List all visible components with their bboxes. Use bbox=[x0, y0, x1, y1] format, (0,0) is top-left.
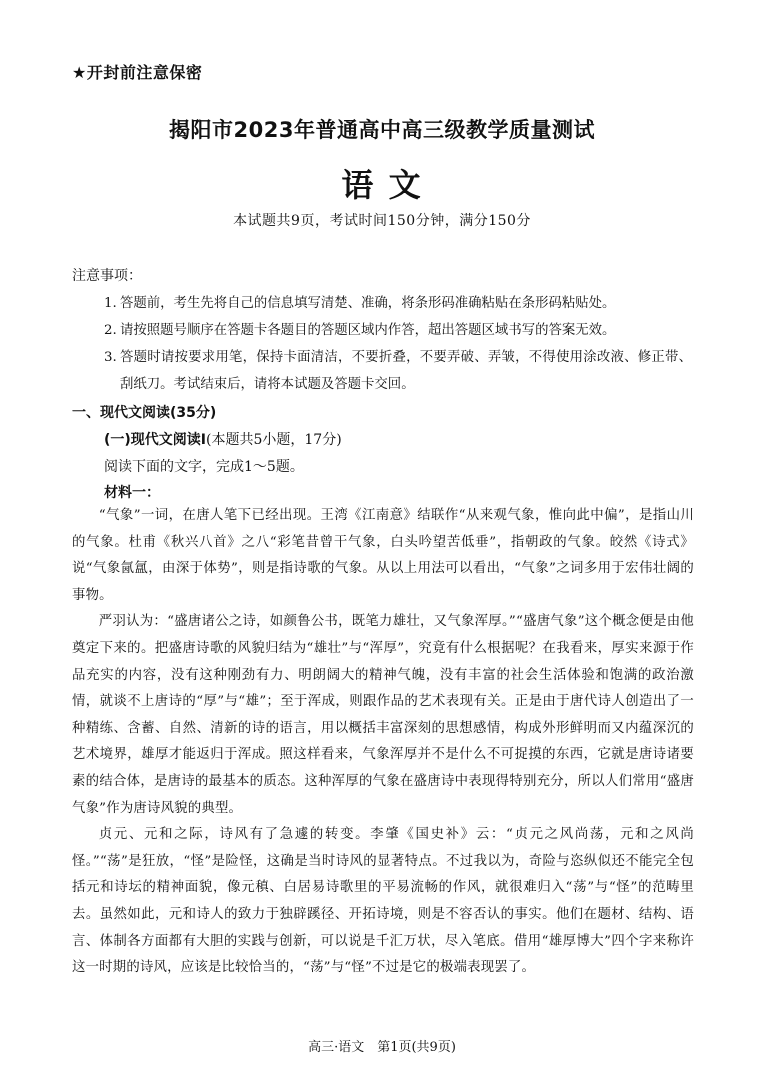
exam-title: 揭阳市2023年普通高中高三级教学质量测试 bbox=[169, 118, 595, 142]
page-footer: 高三·语文 第1页(共9页) bbox=[308, 1040, 456, 1055]
notes-list bbox=[72, 290, 692, 398]
note-text: 答题前，考生先将自己的信息填写清楚、准确，将条形码准确粘贴在条形码粘贴处。 bbox=[120, 296, 616, 311]
body-paragraph: “气象”一词，在唐人笔下已经出现。王湾《江南意》结联作“从来观气象，惟向此中偏”，是指山川的气象。杜甫《秋兴八首》之八“彩笔昔曾干气象，白头吟望苦低垂”，指朝政的气象。皎然《诗式》说“气象氤氲，由深于体势”，则是指诗歌的气象。从以上用法可以看出，“气象”之词多用于宏伟壮阔的事物。 bbox=[72, 508, 694, 603]
note-number: 1. bbox=[104, 296, 117, 311]
sub-heading-title: (一)现代文阅读Ⅰ bbox=[104, 432, 207, 448]
note-item bbox=[72, 317, 692, 344]
exam-info: 本试题共9页，考试时间150分钟，满分150分 bbox=[233, 213, 531, 229]
reading-instruction: 阅读下面的文字，完成1～5题。 bbox=[104, 459, 304, 475]
material-body bbox=[72, 503, 694, 982]
subject-title: 语 文 bbox=[341, 166, 423, 204]
note-item bbox=[72, 344, 692, 398]
note-number: 2. bbox=[104, 323, 117, 338]
note-text: 答题时请按要求用笔，保持卡面清洁，不要折叠，不要弄破、弄皱，不得使用涂改液、修正带、刮纸刀。考试结束后，请将本试题及答题卡交回。 bbox=[120, 350, 692, 392]
note-item bbox=[72, 290, 692, 317]
note-number: 3. bbox=[104, 350, 117, 365]
note-text: 请按照题号顺序在答题卡各题目的答题区域内作答，超出答题区域书写的答案无效。 bbox=[120, 323, 616, 338]
confidential-notice: ★开封前注意保密 bbox=[72, 63, 203, 82]
section-heading: 一、现代文阅读(35分) bbox=[72, 405, 217, 421]
body-paragraph: 贞元、元和之际，诗风有了急遽的转变。李肇《国史补》云：“贞元之风尚荡，元和之风尚怪。”“荡”是狂放，“怪”是险怪，这确是当时诗风的显著特点。不过我以为，奇险与恣纵似还不能完全包括元和诗坛的精神面貌，像元稹、白居易诗歌里的平易流畅的作风，就很难归入“荡”与“怪”的范畴里去。虽然如此，元和诗人的致力于独辟蹊径、开拓诗境，则是不容否认的事实。他们在题材、结构、语言、体制各方面都有大胆的实践与创新，可以说是千汇万状，尽入笔底。借用“雄厚博大”四个字来称许这一时期的诗风，应该是比较恰当的，“荡”与“怪”不过是它的极端表现罢了。 bbox=[72, 827, 694, 976]
material-label: 材料一： bbox=[104, 485, 160, 501]
sub-heading-detail: (本题共5小题，17分) bbox=[206, 432, 342, 448]
sub-heading bbox=[104, 429, 342, 449]
body-paragraph: 严羽认为：“盛唐诸公之诗，如颜鲁公书，既笔力雄壮，又气象浑厚。”“盛唐气象”这个概念便是由他奠定下来的。把盛唐诗歌的风貌归结为“雄壮”与“浑厚”，究竟有什么根据呢？在我看来，厚实来源于作品充实的内容，没有这种刚劲有力、明朗阔大的精神气魄，没有丰富的社会生活体验和饱满的政治激情，就谈不上唐诗的“厚”与“雄”；至于浑成，则跟作品的艺术表现有关。正是由于唐代诗人创造出了一种精练、含蓄、自然、清新的诗的语言，用以概括丰富深刻的思想感情，构成外形鲜明而又内蕴深沉的艺术境界，雄厚才能返归于浑成。照这样看来，气象浑厚并不是什么不可捉摸的东西，它就是唐诗诸要素的结合体，是唐诗的最基本的质态。这种浑厚的气象在盛唐诗中表现得特别充分，所以人们常用“盛唐气象”作为唐诗风貌的典型。 bbox=[72, 614, 694, 816]
notes-heading: 注意事项： bbox=[72, 268, 142, 284]
